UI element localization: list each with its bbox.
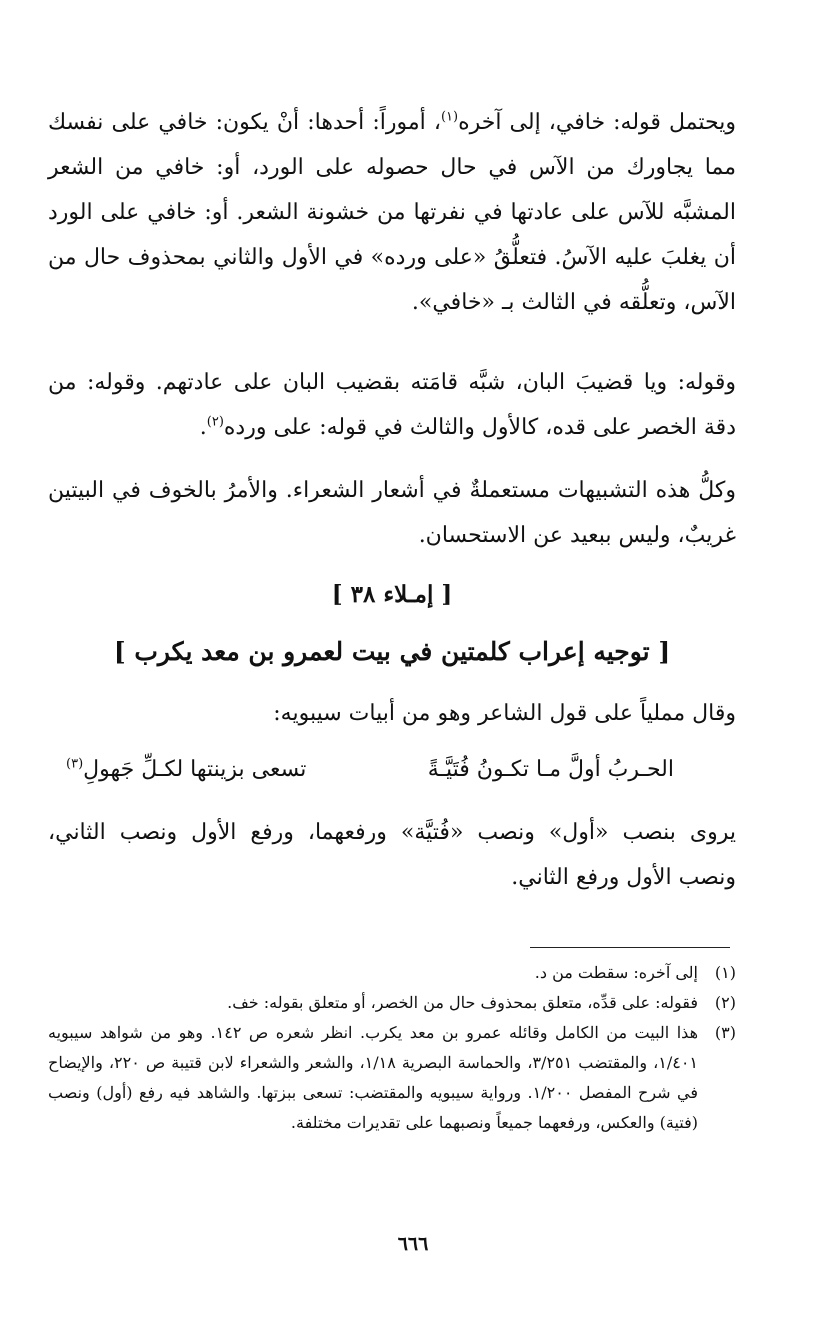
footnote-1	[48, 958, 736, 988]
paragraph-readings: يروى بنصب «أول» ونصب «فُتيَّة» ورفعهما، ورفع الأول ونصب الثاني، ونصب الأول ورفع الثاني.	[48, 820, 736, 890]
paragraph-text-cont: ، أموراً: أحدها: أنْ يكون: خافي على نفسك مما يجاورك من الآس في حال حصوله على الورد، أو: خافي من الشعر المشبَّه للآس على عادتها في نفرتها من خشونة الشعر. أو: خافي على الورد أن يغلبَ عليه الآسُ. فتعلُّقُ «على ورده» في الأول والثاني بمحذوف حال من الآس، وتعلُّقه في الثالث بـ «خافي».	[48, 110, 736, 315]
footnote-number: (٢)	[714, 993, 736, 1012]
paragraph-text-cont: .	[199, 415, 207, 440]
section-title: [ توجيه إعراب كلمتين في بيت لعمرو بن معد يكرب ]	[113, 637, 671, 666]
imla-heading: [ إمـلاء ٣٨ ]	[331, 581, 453, 608]
poetry-verse	[48, 746, 736, 794]
footnote-2	[48, 988, 736, 1018]
footnote-3	[48, 1018, 736, 1138]
footnote-text: هذا البيت من الكامل وقائله عمرو بن معد يكرب. انظر شعره ص ١٤٢. وهو من شواهد سيبويه ١/٤٠١، والمقتضب ٣/٢٥١، والحماسة البصرية ١/١٨، والشعر والشعراء لابن قتيبة ص ٢٢٠، والإيضاح في شرح المفصل ١/٢٠٠. ورواية سيبويه والمقتضب: تسعى ببزتها. والشاهد فيه رفع (أول) ونصب (فتية) والعكس، ورفعهما جميعاً ونصبهما على تقديرات مختلفة.	[48, 1023, 699, 1132]
verse-first-hemistich: الحـربُ أولَّ مـا تكـونُ فُتَيَّـةً	[427, 757, 674, 782]
footnote-ref-2[interactable]: (٢)	[206, 414, 224, 430]
footnote-divider	[530, 947, 730, 948]
footnote-number: (٣)	[714, 1023, 736, 1042]
page-number: ٦٦٦	[397, 1233, 429, 1255]
footnote-ref-1[interactable]: (١)	[440, 109, 459, 125]
verse-second-hemistich	[66, 746, 306, 794]
paragraph-intro-verse: وقال مملياً على قول الشاعر وهو من أبيات سيبويه:	[273, 701, 736, 726]
footnote-number: (١)	[714, 963, 736, 982]
paragraph-similes: وكلُّ هذه التشبيهات مستعملةٌ في أشعار الشعراء. والأمرُ بالخوف في البيتين غريبٌ، وليس ببعيد عن الاستحسان.	[48, 478, 736, 548]
paragraph-interpretations	[48, 100, 736, 325]
paragraph-text: ويحتمل قوله: خافي، إلى آخره	[458, 110, 736, 135]
footnote-text: إلى آخره: سقطت من د.	[534, 963, 698, 982]
paragraph-text: وقوله: ويا قضيبَ البان، شبَّه قامَته بقضيب البان على عادتهم. وقوله: من دقة الخصر على قده، كالأول والثالث في قوله: على ورده	[48, 370, 736, 440]
footnote-text: فقوله: على قدِّه، متعلق بمحذوف حال من الخصر، أو متعلق بقوله: خف.	[227, 993, 698, 1012]
verse-second-text: تسعى بزينتها لكـلِّ جَهولِ	[83, 757, 307, 782]
footnote-ref-3[interactable]: (٣)	[66, 756, 84, 772]
paragraph-ban-branch	[48, 360, 736, 450]
footnotes	[48, 958, 736, 1138]
